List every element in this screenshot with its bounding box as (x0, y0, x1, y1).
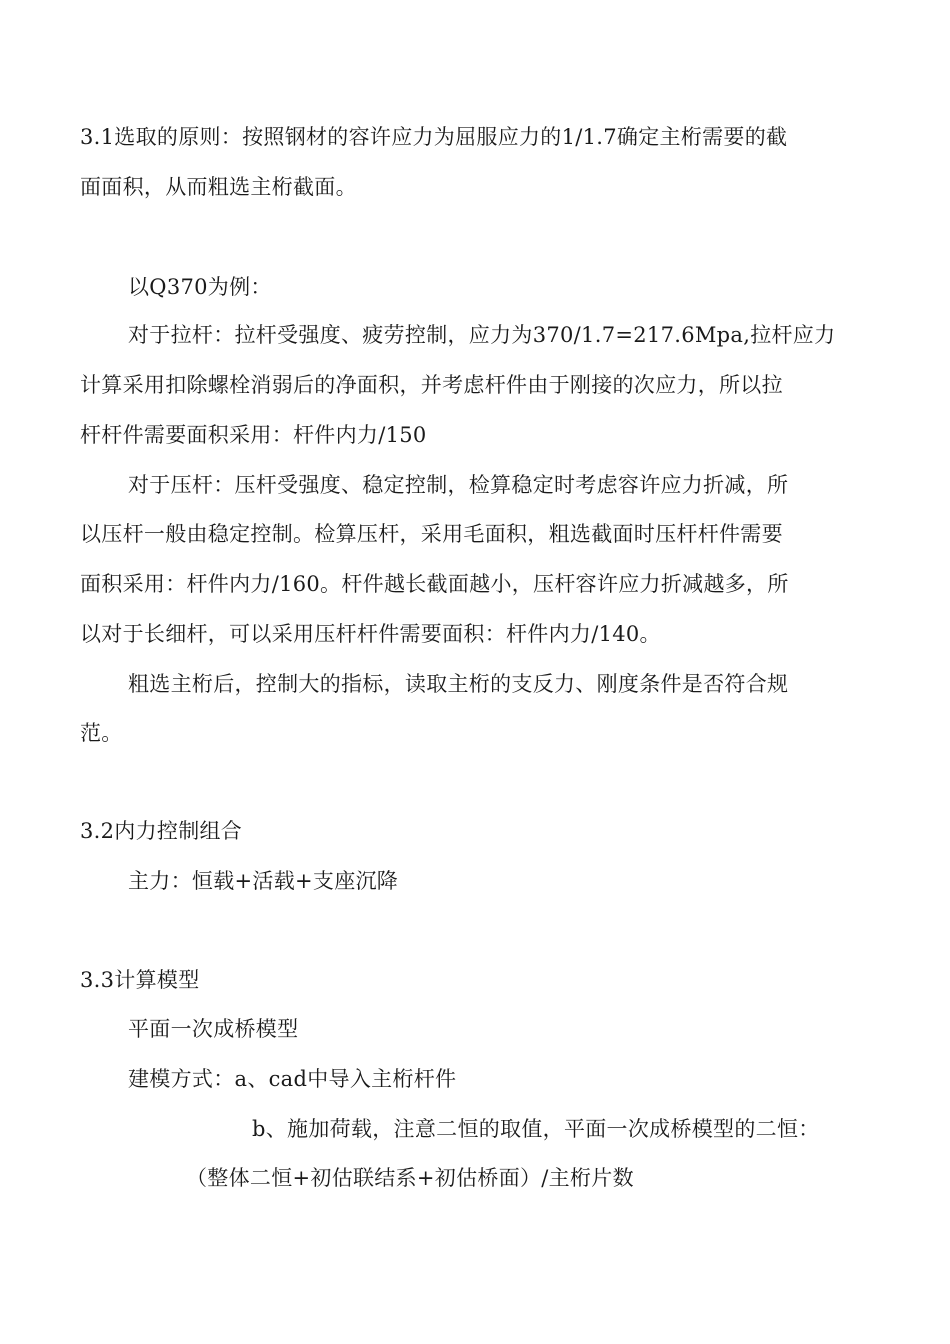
section-3-3-line-2: 建模方式：a、cad中导入主桁杆件 (128, 1067, 457, 1091)
section-3-3-heading: 3.3计算模型 (80, 968, 200, 992)
section-3-2-line-1: 主力：恒载+活载+支座沉降 (128, 869, 399, 893)
compression-paragraph-line-2: 以压杆一般由稳定控制。检算压杆，采用毛面积，粗选截面时压杆杆件需要 (80, 522, 783, 546)
example-intro: 以Q370为例： (128, 275, 272, 299)
section-3-3-line-3: b、施加荷载，注意二恒的取值，平面一次成桥模型的二恒： (252, 1117, 820, 1141)
section-3-3-line-4: （整体二恒+初估联结系+初估桥面）/主桁片数 (186, 1166, 634, 1190)
section-3-1-line-2: 面面积，从而粗选主桁截面。 (80, 175, 357, 199)
compression-paragraph-line-4: 以对于长细杆，可以采用压杆杆件需要面积：杆件内力/140。 (80, 622, 661, 646)
compression-paragraph-line-3: 面积采用：杆件内力/160。杆件越长截面越小，压杆容许应力折减越多，所 (80, 572, 789, 596)
section-3-2-heading: 3.2内力控制组合 (80, 819, 243, 843)
tension-paragraph-line-2: 计算采用扣除螺栓消弱后的净面积，并考虑杆件由于刚接的次应力，所以拉 (80, 373, 783, 397)
after-selection-line-2: 范。 (80, 721, 123, 745)
section-3-1-line-1: 3.1选取的原则：按照钢材的容许应力为屈服应力的1/1.7确定主桁需要的截 (80, 125, 788, 149)
section-3-3-line-1: 平面一次成桥模型 (128, 1017, 299, 1041)
after-selection-line-1: 粗选主桁后，控制大的指标，读取主桁的支反力、刚度条件是否符合规 (128, 672, 789, 696)
compression-paragraph-line-1: 对于压杆：压杆受强度、稳定控制，检算稳定时考虑容许应力折减，所 (128, 473, 789, 497)
tension-paragraph-line-3: 杆杆件需要面积采用：杆件内力/150 (80, 423, 427, 447)
tension-paragraph-line-1: 对于拉杆：拉杆受强度、疲劳控制，应力为370/1.7=217.6Mpa,拉杆应力 (128, 323, 836, 347)
